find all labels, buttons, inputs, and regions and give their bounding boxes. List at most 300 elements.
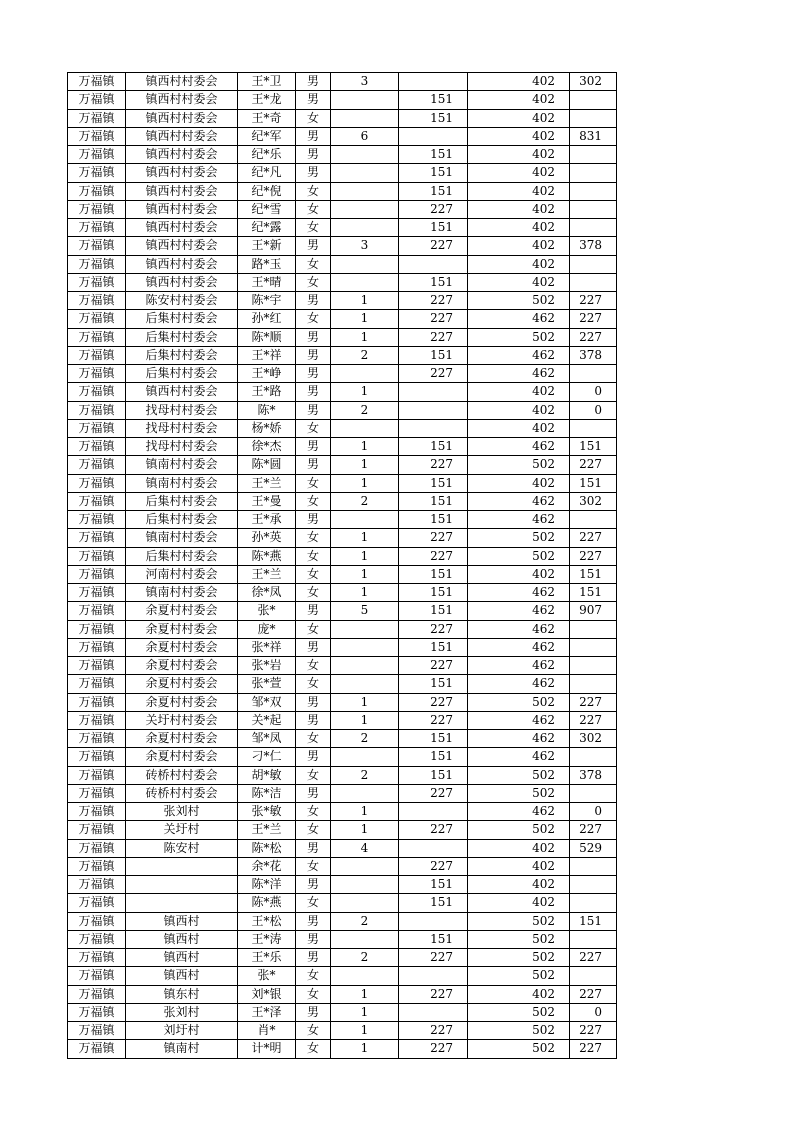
gender-cell: 男 <box>296 638 331 656</box>
table-row <box>68 985 617 1003</box>
town-cell: 万福镇 <box>68 73 126 91</box>
total-cell <box>570 638 617 656</box>
total-cell <box>570 894 617 912</box>
table-row <box>68 930 617 948</box>
count-cell <box>331 419 399 437</box>
gender-cell: 女 <box>296 547 331 565</box>
table-row <box>68 803 617 821</box>
total-cell <box>570 200 617 218</box>
village-cell: 镇西村村委会 <box>126 182 238 200</box>
name-cell: 陈*松 <box>238 839 296 857</box>
amount-a-cell: 151 <box>399 730 468 748</box>
name-cell: 纪*凡 <box>238 164 296 182</box>
total-cell <box>570 857 617 875</box>
name-cell: 孙*英 <box>238 529 296 547</box>
amount-a-cell: 227 <box>399 310 468 328</box>
town-cell: 万福镇 <box>68 346 126 364</box>
name-cell: 陈*洁 <box>238 784 296 802</box>
amount-b-cell: 502 <box>468 292 570 310</box>
amount-a-cell: 227 <box>399 620 468 638</box>
village-cell: 余夏村村委会 <box>126 675 238 693</box>
gender-cell: 女 <box>296 255 331 273</box>
name-cell: 王*奇 <box>238 109 296 127</box>
town-cell: 万福镇 <box>68 949 126 967</box>
amount-b-cell: 502 <box>468 967 570 985</box>
village-cell: 镇西村村委会 <box>126 164 238 182</box>
amount-b-cell: 502 <box>468 930 570 948</box>
amount-a-cell <box>399 401 468 419</box>
town-cell: 万福镇 <box>68 1040 126 1058</box>
count-cell <box>331 511 399 529</box>
town-cell: 万福镇 <box>68 200 126 218</box>
name-cell: 庞* <box>238 620 296 638</box>
table-row <box>68 912 617 930</box>
count-cell: 1 <box>331 1040 399 1058</box>
village-cell: 后集村村委会 <box>126 547 238 565</box>
amount-b-cell: 462 <box>468 620 570 638</box>
count-cell: 2 <box>331 492 399 510</box>
count-cell <box>331 638 399 656</box>
gender-cell: 男 <box>296 328 331 346</box>
name-cell: 王*泽 <box>238 1003 296 1021</box>
village-cell: 关圩村村委会 <box>126 711 238 729</box>
table-row <box>68 821 617 839</box>
table-row <box>68 711 617 729</box>
name-cell: 陈*宇 <box>238 292 296 310</box>
name-cell: 王*承 <box>238 511 296 529</box>
gender-cell: 男 <box>296 127 331 145</box>
count-cell: 2 <box>331 766 399 784</box>
gender-cell: 女 <box>296 821 331 839</box>
amount-a-cell: 227 <box>399 657 468 675</box>
gender-cell: 女 <box>296 657 331 675</box>
amount-b-cell: 402 <box>468 857 570 875</box>
village-cell: 镇南村村委会 <box>126 529 238 547</box>
town-cell: 万福镇 <box>68 91 126 109</box>
table-row <box>68 584 617 602</box>
total-cell: 151 <box>570 584 617 602</box>
name-cell: 王*兰 <box>238 821 296 839</box>
gender-cell: 男 <box>296 876 331 894</box>
total-cell: 0 <box>570 401 617 419</box>
gender-cell: 女 <box>296 803 331 821</box>
count-cell: 6 <box>331 127 399 145</box>
table-row <box>68 292 617 310</box>
count-cell <box>331 657 399 675</box>
count-cell <box>331 200 399 218</box>
table-row <box>68 255 617 273</box>
gender-cell: 女 <box>296 474 331 492</box>
village-cell: 余夏村村委会 <box>126 730 238 748</box>
gender-cell: 女 <box>296 985 331 1003</box>
gender-cell: 女 <box>296 310 331 328</box>
amount-b-cell: 462 <box>468 711 570 729</box>
total-cell: 0 <box>570 383 617 401</box>
village-cell: 后集村村委会 <box>126 365 238 383</box>
table-row <box>68 310 617 328</box>
count-cell <box>331 876 399 894</box>
total-cell: 378 <box>570 766 617 784</box>
gender-cell: 女 <box>296 1022 331 1040</box>
count-cell: 1 <box>331 1022 399 1040</box>
table-row <box>68 693 617 711</box>
name-cell: 陈* <box>238 401 296 419</box>
town-cell: 万福镇 <box>68 492 126 510</box>
name-cell: 刘*银 <box>238 985 296 1003</box>
amount-a-cell: 227 <box>399 1022 468 1040</box>
total-cell <box>570 675 617 693</box>
table-row <box>68 949 617 967</box>
total-cell <box>570 419 617 437</box>
village-cell: 后集村村委会 <box>126 328 238 346</box>
count-cell: 2 <box>331 949 399 967</box>
table-row <box>68 894 617 912</box>
amount-b-cell: 502 <box>468 784 570 802</box>
table-row <box>68 273 617 291</box>
amount-a-cell: 151 <box>399 273 468 291</box>
amount-a-cell: 227 <box>399 693 468 711</box>
amount-a-cell: 227 <box>399 985 468 1003</box>
town-cell: 万福镇 <box>68 310 126 328</box>
name-cell: 计*明 <box>238 1040 296 1058</box>
gender-cell: 男 <box>296 693 331 711</box>
village-cell: 镇西村村委会 <box>126 146 238 164</box>
count-cell <box>331 894 399 912</box>
town-cell: 万福镇 <box>68 1022 126 1040</box>
gender-cell: 男 <box>296 839 331 857</box>
amount-a-cell: 227 <box>399 529 468 547</box>
village-cell: 镇南村 <box>126 1040 238 1058</box>
name-cell: 路*玉 <box>238 255 296 273</box>
gender-cell: 男 <box>296 146 331 164</box>
amount-a-cell <box>399 419 468 437</box>
amount-a-cell: 227 <box>399 711 468 729</box>
amount-b-cell: 402 <box>468 91 570 109</box>
town-cell: 万福镇 <box>68 255 126 273</box>
total-cell <box>570 930 617 948</box>
amount-b-cell: 502 <box>468 821 570 839</box>
table-row <box>68 419 617 437</box>
count-cell: 1 <box>331 328 399 346</box>
amount-a-cell: 151 <box>399 876 468 894</box>
count-cell <box>331 255 399 273</box>
village-cell: 镇西村村委会 <box>126 73 238 91</box>
town-cell: 万福镇 <box>68 219 126 237</box>
town-cell: 万福镇 <box>68 967 126 985</box>
name-cell: 张*敏 <box>238 803 296 821</box>
village-cell: 镇南村村委会 <box>126 584 238 602</box>
total-cell <box>570 164 617 182</box>
count-cell: 1 <box>331 565 399 583</box>
gender-cell: 男 <box>296 292 331 310</box>
table-row <box>68 766 617 784</box>
table-row <box>68 730 617 748</box>
village-cell: 镇西村 <box>126 949 238 967</box>
town-cell: 万福镇 <box>68 930 126 948</box>
count-cell: 1 <box>331 1003 399 1021</box>
amount-b-cell: 462 <box>468 730 570 748</box>
name-cell: 王*峥 <box>238 365 296 383</box>
amount-b-cell: 402 <box>468 876 570 894</box>
gender-cell: 男 <box>296 949 331 967</box>
village-cell: 镇西村村委会 <box>126 237 238 255</box>
village-cell: 镇西村村委会 <box>126 127 238 145</box>
village-cell: 镇西村村委会 <box>126 273 238 291</box>
table-body <box>68 73 617 1059</box>
village-cell: 张刘村 <box>126 1003 238 1021</box>
gender-cell: 男 <box>296 91 331 109</box>
amount-a-cell: 151 <box>399 91 468 109</box>
amount-b-cell: 462 <box>468 492 570 510</box>
table-row <box>68 237 617 255</box>
town-cell: 万福镇 <box>68 821 126 839</box>
town-cell: 万福镇 <box>68 985 126 1003</box>
total-cell <box>570 365 617 383</box>
amount-b-cell: 502 <box>468 529 570 547</box>
village-cell: 余夏村村委会 <box>126 638 238 656</box>
count-cell: 2 <box>331 912 399 930</box>
name-cell: 张*岩 <box>238 657 296 675</box>
amount-a-cell: 151 <box>399 109 468 127</box>
village-cell: 后集村村委会 <box>126 310 238 328</box>
amount-a-cell <box>399 967 468 985</box>
count-cell: 1 <box>331 711 399 729</box>
count-cell: 1 <box>331 383 399 401</box>
amount-b-cell: 402 <box>468 273 570 291</box>
name-cell: 王*涛 <box>238 930 296 948</box>
town-cell: 万福镇 <box>68 584 126 602</box>
amount-b-cell: 402 <box>468 565 570 583</box>
gender-cell: 男 <box>296 602 331 620</box>
name-cell: 孙*红 <box>238 310 296 328</box>
table-row <box>68 456 617 474</box>
table-row <box>68 383 617 401</box>
village-cell: 镇西村 <box>126 912 238 930</box>
total-cell <box>570 876 617 894</box>
count-cell <box>331 930 399 948</box>
amount-a-cell <box>399 839 468 857</box>
name-cell: 陈*洋 <box>238 876 296 894</box>
count-cell <box>331 182 399 200</box>
total-cell: 227 <box>570 456 617 474</box>
village-cell: 镇西村村委会 <box>126 200 238 218</box>
town-cell: 万福镇 <box>68 638 126 656</box>
gender-cell: 男 <box>296 930 331 948</box>
name-cell: 杨*娇 <box>238 419 296 437</box>
amount-a-cell: 151 <box>399 511 468 529</box>
town-cell: 万福镇 <box>68 383 126 401</box>
amount-b-cell: 502 <box>468 766 570 784</box>
total-cell: 227 <box>570 328 617 346</box>
name-cell: 纪*露 <box>238 219 296 237</box>
amount-b-cell: 462 <box>468 638 570 656</box>
amount-a-cell: 151 <box>399 219 468 237</box>
town-cell: 万福镇 <box>68 529 126 547</box>
amount-a-cell: 151 <box>399 894 468 912</box>
name-cell: 纪*军 <box>238 127 296 145</box>
count-cell <box>331 109 399 127</box>
total-cell: 302 <box>570 730 617 748</box>
total-cell <box>570 146 617 164</box>
village-cell: 后集村村委会 <box>126 492 238 510</box>
name-cell: 王*龙 <box>238 91 296 109</box>
name-cell: 王*新 <box>238 237 296 255</box>
count-cell <box>331 146 399 164</box>
amount-b-cell: 502 <box>468 1040 570 1058</box>
town-cell: 万福镇 <box>68 292 126 310</box>
gender-cell: 男 <box>296 784 331 802</box>
amount-b-cell: 402 <box>468 146 570 164</box>
name-cell: 陈*燕 <box>238 547 296 565</box>
amount-b-cell: 402 <box>468 383 570 401</box>
table-row <box>68 474 617 492</box>
village-cell: 陈安村 <box>126 839 238 857</box>
total-cell <box>570 967 617 985</box>
amount-a-cell: 227 <box>399 821 468 839</box>
total-cell: 302 <box>570 492 617 510</box>
count-cell: 3 <box>331 237 399 255</box>
village-cell: 后集村村委会 <box>126 346 238 364</box>
town-cell: 万福镇 <box>68 547 126 565</box>
gender-cell: 男 <box>296 346 331 364</box>
name-cell: 王*卫 <box>238 73 296 91</box>
town-cell: 万福镇 <box>68 693 126 711</box>
amount-a-cell: 151 <box>399 474 468 492</box>
name-cell: 余*花 <box>238 857 296 875</box>
name-cell: 刁*仁 <box>238 748 296 766</box>
amount-b-cell: 402 <box>468 839 570 857</box>
table-row <box>68 602 617 620</box>
name-cell: 张*萱 <box>238 675 296 693</box>
town-cell: 万福镇 <box>68 894 126 912</box>
name-cell: 肖* <box>238 1022 296 1040</box>
gender-cell: 男 <box>296 383 331 401</box>
amount-a-cell: 227 <box>399 784 468 802</box>
village-cell: 河南村村委会 <box>126 565 238 583</box>
town-cell: 万福镇 <box>68 675 126 693</box>
village-cell: 陈安村村委会 <box>126 292 238 310</box>
total-cell: 151 <box>570 438 617 456</box>
gender-cell: 女 <box>296 529 331 547</box>
town-cell: 万福镇 <box>68 401 126 419</box>
village-cell <box>126 876 238 894</box>
data-table <box>67 72 617 1059</box>
gender-cell: 男 <box>296 511 331 529</box>
name-cell: 王*曼 <box>238 492 296 510</box>
total-cell: 227 <box>570 821 617 839</box>
gender-cell: 女 <box>296 584 331 602</box>
table-row <box>68 876 617 894</box>
village-cell: 镇西村村委会 <box>126 109 238 127</box>
amount-b-cell: 462 <box>468 365 570 383</box>
total-cell: 227 <box>570 529 617 547</box>
total-cell: 378 <box>570 346 617 364</box>
amount-a-cell: 151 <box>399 565 468 583</box>
village-cell: 镇西村村委会 <box>126 219 238 237</box>
count-cell: 1 <box>331 529 399 547</box>
total-cell <box>570 748 617 766</box>
count-cell: 1 <box>331 985 399 1003</box>
table-row <box>68 1003 617 1021</box>
total-cell: 227 <box>570 1040 617 1058</box>
town-cell: 万福镇 <box>68 365 126 383</box>
gender-cell: 女 <box>296 492 331 510</box>
count-cell <box>331 748 399 766</box>
amount-b-cell: 502 <box>468 949 570 967</box>
village-cell <box>126 857 238 875</box>
village-cell: 镇西村村委会 <box>126 383 238 401</box>
count-cell: 1 <box>331 474 399 492</box>
total-cell <box>570 109 617 127</box>
count-cell: 1 <box>331 821 399 839</box>
count-cell <box>331 365 399 383</box>
table-row <box>68 1022 617 1040</box>
amount-b-cell: 402 <box>468 401 570 419</box>
count-cell: 1 <box>331 547 399 565</box>
name-cell: 邹*凤 <box>238 730 296 748</box>
amount-a-cell <box>399 255 468 273</box>
town-cell: 万福镇 <box>68 237 126 255</box>
table-row <box>68 365 617 383</box>
name-cell: 王*路 <box>238 383 296 401</box>
town-cell: 万福镇 <box>68 784 126 802</box>
town-cell: 万福镇 <box>68 857 126 875</box>
town-cell: 万福镇 <box>68 511 126 529</box>
amount-b-cell: 502 <box>468 1022 570 1040</box>
name-cell: 张*祥 <box>238 638 296 656</box>
total-cell: 227 <box>570 693 617 711</box>
amount-b-cell: 462 <box>468 438 570 456</box>
gender-cell: 男 <box>296 1003 331 1021</box>
name-cell: 徐*凤 <box>238 584 296 602</box>
village-cell: 镇西村村委会 <box>126 91 238 109</box>
village-cell: 余夏村村委会 <box>126 657 238 675</box>
amount-b-cell: 462 <box>468 511 570 529</box>
total-cell: 907 <box>570 602 617 620</box>
table-row <box>68 675 617 693</box>
village-cell: 镇西村 <box>126 967 238 985</box>
count-cell <box>331 857 399 875</box>
total-cell <box>570 511 617 529</box>
town-cell: 万福镇 <box>68 438 126 456</box>
total-cell <box>570 784 617 802</box>
gender-cell: 女 <box>296 419 331 437</box>
town-cell: 万福镇 <box>68 748 126 766</box>
table-row <box>68 1040 617 1058</box>
amount-a-cell: 151 <box>399 164 468 182</box>
total-cell: 227 <box>570 310 617 328</box>
amount-a-cell: 151 <box>399 638 468 656</box>
count-cell <box>331 620 399 638</box>
name-cell: 陈*圆 <box>238 456 296 474</box>
name-cell: 关*起 <box>238 711 296 729</box>
amount-b-cell: 402 <box>468 109 570 127</box>
total-cell: 151 <box>570 565 617 583</box>
amount-b-cell: 402 <box>468 127 570 145</box>
amount-a-cell: 151 <box>399 748 468 766</box>
gender-cell: 女 <box>296 200 331 218</box>
count-cell: 1 <box>331 438 399 456</box>
total-cell <box>570 91 617 109</box>
village-cell <box>126 894 238 912</box>
amount-b-cell: 462 <box>468 310 570 328</box>
village-cell: 镇西村 <box>126 930 238 948</box>
town-cell: 万福镇 <box>68 657 126 675</box>
total-cell: 302 <box>570 73 617 91</box>
table-row <box>68 91 617 109</box>
amount-a-cell: 227 <box>399 292 468 310</box>
amount-b-cell: 462 <box>468 657 570 675</box>
